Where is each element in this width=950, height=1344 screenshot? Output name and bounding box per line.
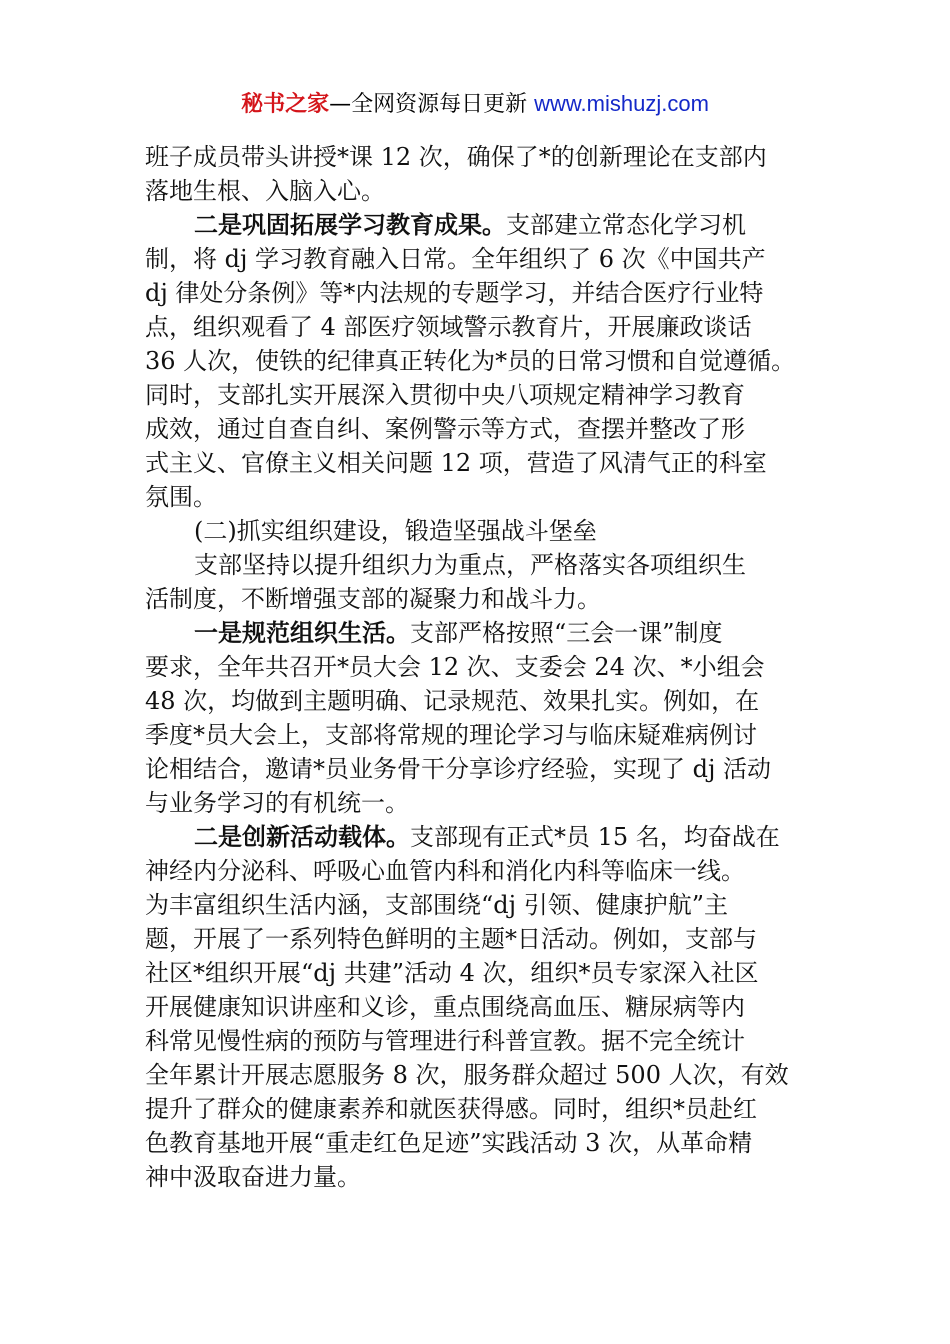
paragraph-2	[145, 208, 815, 514]
text-line: 支部坚持以提升组织力为重点，严格落实各项组织生	[194, 551, 746, 579]
paragraph-3	[145, 548, 815, 616]
text-line: 题，开展了一系列特色鲜明的主题*日活动。例如，支部与	[145, 925, 757, 953]
paragraph-4	[145, 616, 815, 820]
text-line	[145, 820, 815, 854]
text-fragment: 支部建立常态化学习机	[506, 211, 746, 239]
text-line: 落地生根、入脑入心。	[145, 177, 385, 205]
site-url-link[interactable]: www.mishuzj.com	[534, 91, 709, 116]
text-fragment: 支部严格按照“三会一课”制度	[410, 619, 723, 647]
text-line: 社区*组织开展“dj 共建”活动 4 次，组织*员专家深入社区	[145, 959, 759, 987]
paragraph-lead: 二是巩固拓展学习教育成果。	[194, 211, 506, 239]
text-line: 开展健康知识讲座和义诊，重点围绕高血压、糖尿病等内	[145, 993, 745, 1021]
paragraph-lead: 二是创新活动载体。	[194, 823, 410, 851]
text-line: 点，组织观看了 4 部医疗领域警示教育片，开展廉政谈话	[145, 313, 752, 341]
document-body	[145, 140, 815, 1194]
text-line: 神中汲取奋进力量。	[145, 1163, 361, 1191]
text-line: 为丰富组织生活内涵，支部围绕“dj 引领、健康护航”主	[145, 891, 728, 919]
text-line: 36 人次，使铁的纪律真正转化为*员的日常习惯和自觉遵循。	[145, 347, 796, 375]
text-line	[145, 208, 815, 242]
text-line: 氛围。	[145, 483, 217, 511]
text-line: 活制度，不断增强支部的凝聚力和战斗力。	[145, 585, 601, 613]
text-line: 式主义、官僚主义相关问题 12 项，营造了风清气正的科室	[145, 449, 767, 477]
section-heading: (二)抓实组织建设，锻造坚强战斗堡垒	[194, 517, 597, 545]
site-header	[0, 88, 950, 121]
paragraph-5	[145, 820, 815, 1194]
site-tagline: —全网资源每日更新	[329, 92, 535, 117]
text-fragment: 支部现有正式*员 15 名，均奋战在	[410, 823, 780, 851]
text-line: dj 律处分条例》等*内法规的专题学习，并结合医疗行业特	[145, 279, 764, 307]
text-line: 成效，通过自查自纠、案例警示等方式，查摆并整改了形	[145, 415, 745, 443]
text-line: 班子成员带头讲授*课 12 次，确保了*的创新理论在支部内	[145, 143, 767, 171]
text-line: 论相结合，邀请*员业务骨干分享诊疗经验，实现了 dj 活动	[145, 755, 772, 783]
text-line: 色教育基地开展“重走红色足迹”实践活动 3 次，从革命精	[145, 1129, 753, 1157]
text-line	[145, 616, 815, 650]
text-line: 同时，支部扎实开展深入贯彻中央八项规定精神学习教育	[145, 381, 745, 409]
paragraph-lead: 一是规范组织生活。	[194, 619, 410, 647]
text-line: 要求，全年共召开*员大会 12 次、支委会 24 次、*小组会	[145, 653, 765, 681]
text-line: 神经内分泌科、呼吸心血管内科和消化内科等临床一线。	[145, 857, 745, 885]
text-line: 全年累计开展志愿服务 8 次，服务群众超过 500 人次，有效	[145, 1061, 789, 1089]
site-brand: 秘书之家	[241, 92, 330, 117]
text-line: 与业务学习的有机统一。	[145, 789, 409, 817]
paragraph-1	[145, 140, 815, 208]
text-line: 科常见慢性病的预防与管理进行科普宣教。据不完全统计	[145, 1027, 745, 1055]
text-line: 提升了群众的健康素养和就医获得感。同时，组织*员赴红	[145, 1095, 757, 1123]
text-line: 制，将 dj 学习教育融入日常。全年组织了 6 次《中国共产	[145, 245, 766, 273]
text-line: 季度*员大会上，支部将常规的理论学习与临床疑难病例讨	[145, 721, 757, 749]
text-line: 48 次，均做到主题明确、记录规范、效果扎实。例如，在	[145, 687, 760, 715]
